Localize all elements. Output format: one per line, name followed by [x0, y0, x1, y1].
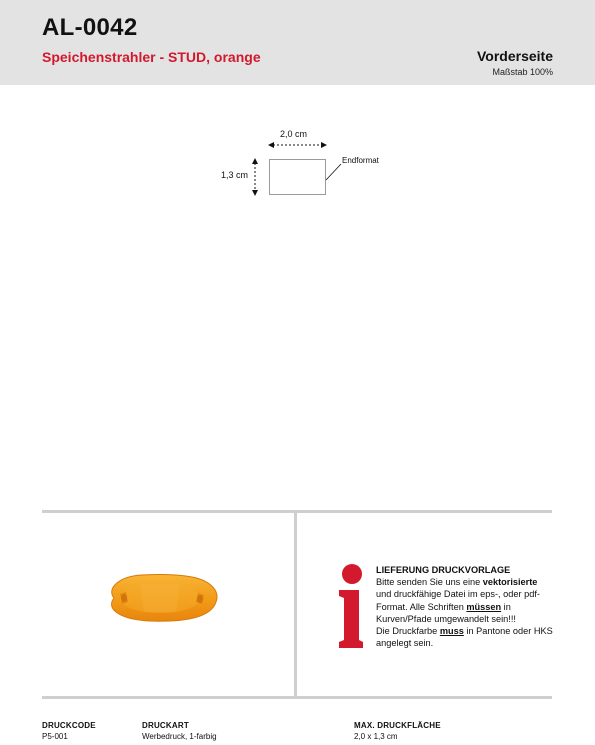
scale-label: Maßstab 100%	[492, 67, 553, 77]
side-label: Vorderseite	[477, 48, 553, 64]
endformat-label: Endformat	[342, 156, 379, 165]
height-label: 1,3 cm	[221, 170, 249, 180]
footer-druckcode	[42, 721, 96, 742]
width-arrow-right	[321, 142, 327, 148]
druckflaeche-value: 2,0 x 1,3 cm	[354, 731, 398, 741]
info-icon	[335, 560, 365, 650]
width-arrow-left	[268, 142, 274, 148]
height-arrow-top	[252, 158, 258, 164]
bottom-divider	[42, 696, 552, 699]
delivery-info-text: Bitte senden Sie uns eine vektorisierte und druckfähige Datei im eps-, oder pdf-Format. Alle Schriften müssen in Kurven/Pfade umgewandelt sein!!! Die Druckfarbe muss in Pantone oder HKS angelegt sein.	[376, 577, 553, 649]
druckflaeche-label: MAX. DRUCKFLÄCHE	[354, 721, 441, 730]
format-rectangle	[270, 160, 326, 195]
druckcode-label: DRUCKCODE	[42, 721, 96, 730]
delivery-info-title: LIEFERUNG DRUCKVORLAGE	[376, 565, 511, 575]
delivery-info	[376, 564, 556, 649]
footer-druckart	[142, 721, 217, 742]
druckart-value: Werbedruck, 1-farbig	[142, 731, 217, 741]
druckcode-value: P5-001	[42, 731, 68, 741]
product-subtitle: Speichenstrahler - STUD, orange	[42, 49, 261, 65]
druckart-label: DRUCKART	[142, 721, 189, 730]
format-leader-line	[326, 164, 341, 180]
format-drawing	[0, 0, 595, 260]
vertical-divider	[294, 510, 297, 697]
footer-druckflaeche	[354, 721, 441, 742]
top-divider	[42, 510, 552, 513]
width-label: 2,0 cm	[280, 129, 308, 139]
height-arrow-bottom	[252, 190, 258, 196]
product-image	[100, 572, 220, 624]
product-code: AL-0042	[42, 14, 138, 41]
